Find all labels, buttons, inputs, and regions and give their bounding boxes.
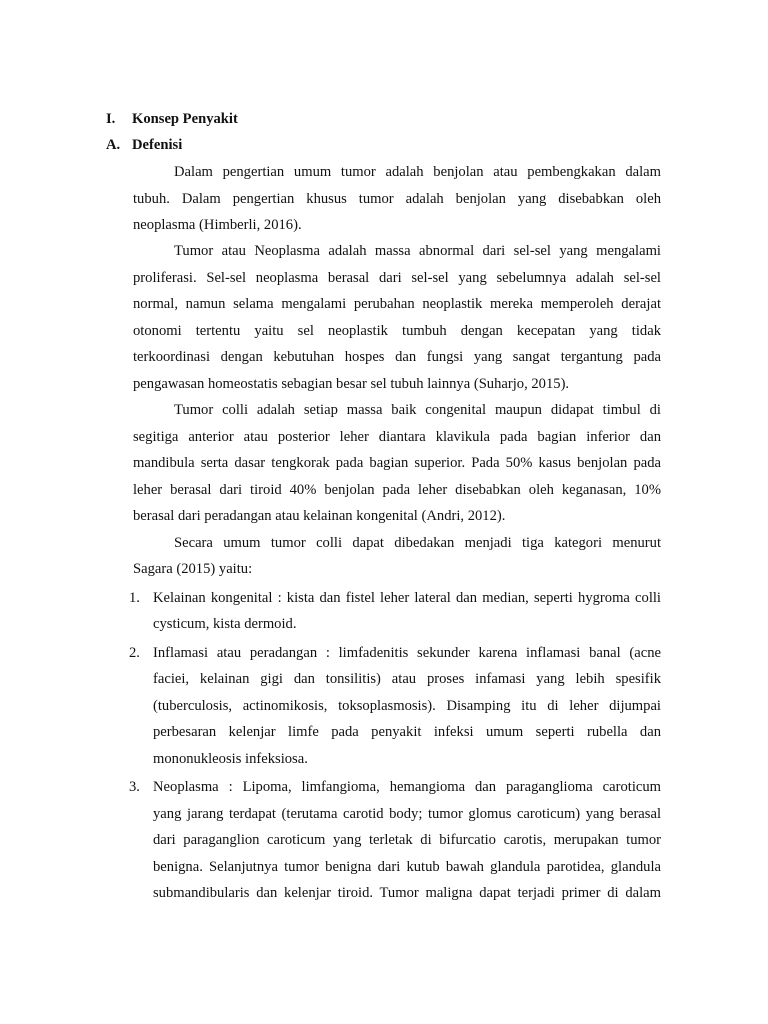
paragraph-line: Tumor colli adalah setiap massa baik congenital maupun didapat timbul di (174, 402, 661, 418)
subsection-heading (106, 135, 182, 155)
list-item-line: benigna. Selanjutnya tumor benigna dari kutub bawah glandula parotidea, glandula (153, 859, 661, 875)
list-item-line: perbesaran kelenjar limfe pada penyakit infeksi umum seperti rubella dan (153, 724, 661, 740)
list-item-line: Neoplasma : Lipoma, limfangioma, hemangioma dan paraganglioma caroticum (153, 779, 661, 795)
paragraph-line: proliferasi. Sel-sel neoplasma berasal dari sel-sel yang sebelumnya adalah sel-sel (133, 270, 661, 286)
subsection-number: A. (106, 137, 121, 153)
section-number: I. (106, 111, 116, 127)
list-item-line: dari paraganglion caroticum yang terletak di bifurcatio carotis, merupakan tumor (153, 832, 661, 848)
subsection-title: Defenisi (132, 137, 183, 153)
paragraph-line: berasal dari peradangan atau kelainan kongenital (Andri, 2012). (133, 508, 506, 524)
paragraph-line: Sagara (2015) yaitu: (133, 561, 253, 577)
list-item-line: Kelainan kongenital : kista dan fistel leher lateral dan median, seperti hygroma colli (153, 590, 661, 606)
list-item-line: Inflamasi atau peradangan : limfadenitis sekunder karena inflamasi banal (acne (153, 645, 661, 661)
list-item-line: yang jarang terdapat (terutama carotid body; tumor glomus caroticum) yang berasal (153, 806, 661, 822)
section-heading (106, 109, 238, 129)
paragraph-line: normal, namun selama mengalami perubahan neoplastik mereka memperoleh derajat (133, 296, 661, 312)
paragraph-line: Tumor atau Neoplasma adalah massa abnormal dari sel-sel yang mengalami (174, 243, 661, 259)
paragraph-line: tubuh. Dalam pengertian khusus tumor adalah benjolan yang disebabkan oleh (133, 191, 661, 207)
list-marker: 1. (129, 590, 140, 606)
list-item-line: mononukleosis infeksiosa. (153, 751, 308, 767)
paragraph-line: leher berasal dari tiroid 40% benjolan pada leher disebabkan oleh keganasan, 10% (133, 482, 661, 498)
list-item-line: submandibularis dan kelenjar tiroid. Tumor maligna dapat terjadi primer di dalam (153, 885, 661, 901)
list-item-line: faciei, kelainan gigi dan tonsilitis) atau proses infamasi yang lebih spesifik (153, 671, 661, 687)
list-item-line: (tuberculosis, actinomikosis, toksoplasmosis). Disamping itu di leher dijumpai (153, 698, 661, 714)
paragraph-line: neoplasma (Himberli, 2016). (133, 217, 302, 233)
paragraph-line: pengawasan homeostatis sebagian besar sel tubuh lainnya (Suharjo, 2015). (133, 376, 570, 392)
paragraph-line: terkoordinasi dengan kebutuhan hospes dan fungsi yang sangat tergantung pada (133, 349, 661, 365)
paragraph-line: segitiga anterior atau posterior leher diantara klavikula pada bagian inferior dan (133, 429, 661, 445)
list-marker: 3. (129, 779, 140, 795)
section-title: Konsep Penyakit (132, 111, 238, 127)
list-marker: 2. (129, 645, 140, 661)
paragraph-line: Secara umum tumor colli dapat dibedakan menjadi tiga kategori menurut (174, 535, 661, 551)
paragraph-line: Dalam pengertian umum tumor adalah benjolan atau pembengkakan dalam (174, 164, 661, 180)
list-item-line: cysticum, kista dermoid. (153, 616, 297, 632)
paragraph-line: mandibula serta dasar tengkorak pada bagian superior. Pada 50% kasus benjolan pada (133, 455, 661, 471)
paragraph-line: otonomi tertentu yaitu sel neoplastik tumbuh dengan kecepatan yang tidak (133, 323, 661, 339)
